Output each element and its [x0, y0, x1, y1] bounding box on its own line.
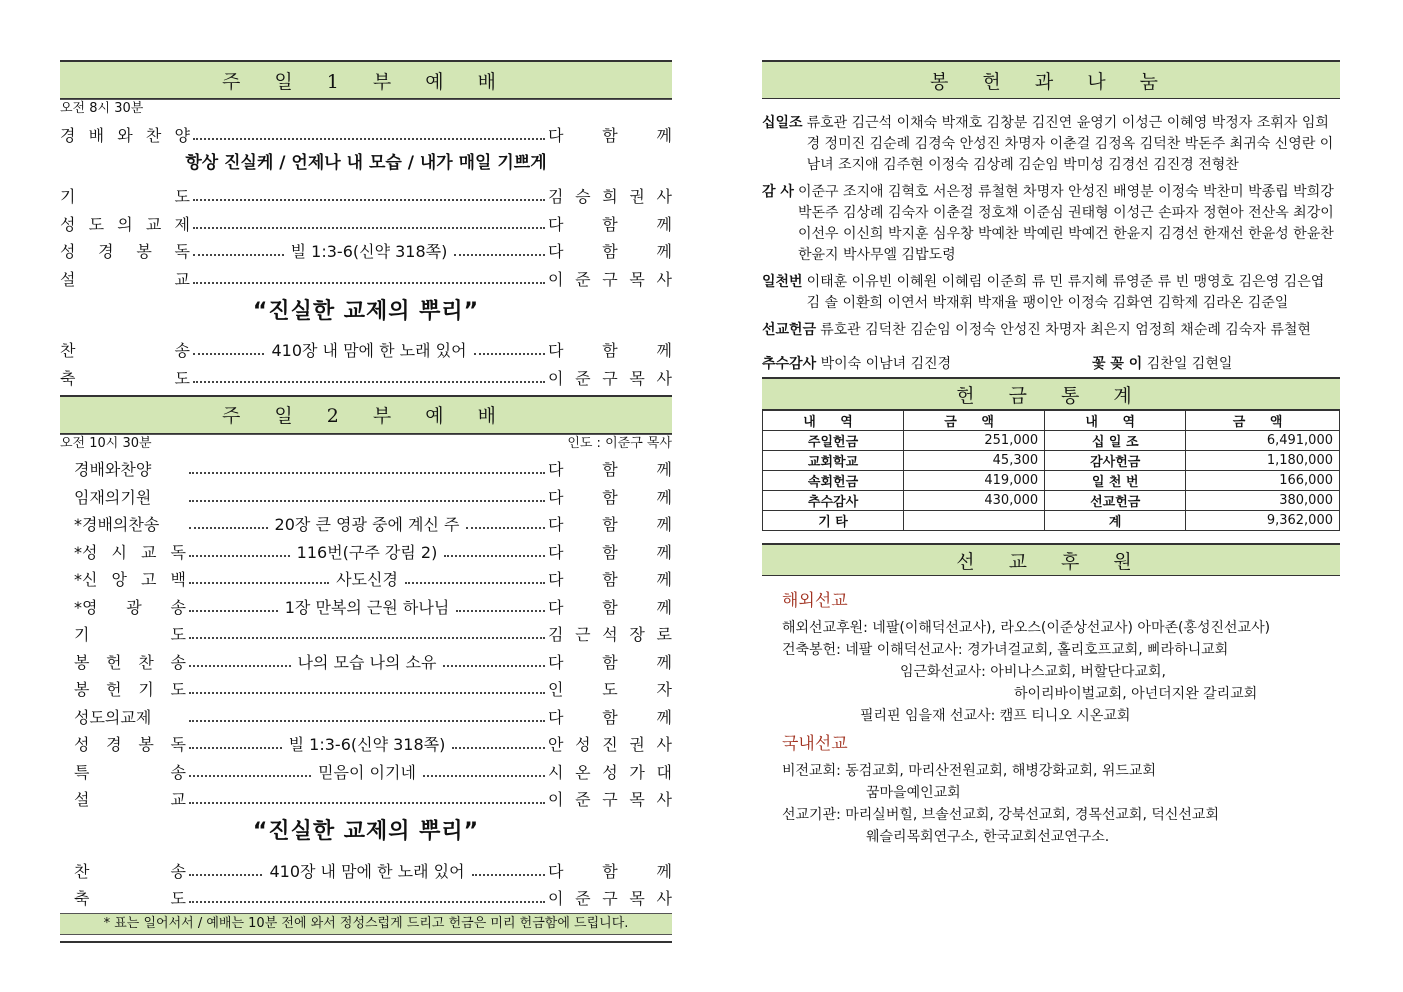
stats-item: 감사헌금 [1045, 451, 1186, 471]
order-label: 찬 송 [74, 861, 186, 881]
order-row [74, 645, 672, 673]
order-row [60, 235, 672, 263]
domestic-line: 선교기관: 마리실버힐, 브솔선교회, 강북선교회, 경목선교회, 덕신선교회 [782, 807, 1219, 823]
order-row [74, 882, 672, 910]
service2-heading: 주 일 2 부 예 배 [60, 395, 672, 434]
order-row [74, 673, 672, 701]
dot-leader [193, 353, 264, 355]
domestic-line: 웨슬리목회연구소, 한국교회선교연구소. [866, 829, 1110, 845]
order-row [74, 480, 672, 508]
order-label: 성 경 봉 독 [60, 242, 190, 261]
domestic-block [762, 760, 1340, 848]
order-detail: 410장 내 맘에 한 노래 있어 [271, 341, 467, 360]
stats-header: 금 액 [904, 411, 1045, 431]
stats-amount: 419,000 [904, 471, 1045, 491]
order-label: 축 도 [74, 889, 186, 908]
dot-leader [193, 381, 545, 383]
order-leader: 다 함 께 [548, 597, 673, 617]
offering-group [762, 272, 1334, 314]
order-leader: 다 함 께 [548, 487, 672, 507]
order-row [74, 728, 672, 756]
order-leader: 김 근 석 장 로 [548, 625, 672, 644]
dot-leader [189, 500, 545, 502]
domestic-title: 국내선교 [782, 734, 848, 754]
service2-sermon-title: “진실한 교제의 뿌리” [252, 819, 480, 844]
order-label: 경 배 와 찬 양 [60, 125, 190, 145]
stats-row [763, 471, 1340, 491]
dot-leader [189, 802, 545, 804]
service1-time: 오전 8시 30분 [60, 101, 144, 116]
service2-rows-b [60, 854, 672, 909]
left-column [60, 60, 672, 943]
stats-row [763, 451, 1340, 471]
stats-item: 주일헌금 [763, 431, 904, 451]
overseas-line: 하이리바이벌교회, 아넌더지완 갈리교회 [1014, 686, 1258, 702]
service1-rows-c [60, 334, 672, 389]
order-label: 찬 송 [60, 341, 190, 360]
order-detail: 410장 내 맘에 한 노래 있어 [269, 861, 465, 881]
dot-leader [189, 555, 290, 557]
domestic-line: 꿈마을예인교회 [866, 785, 961, 801]
service1-rows-a [60, 118, 672, 146]
dot-leader [189, 527, 268, 529]
order-leader: 다 함 께 [548, 861, 673, 881]
order-detail: 사도신경 [336, 570, 398, 589]
order-detail: 믿음이 이기네 [318, 762, 416, 782]
overseas-block [762, 617, 1340, 727]
stats-item: 계 [1045, 511, 1186, 531]
stats-row [763, 431, 1340, 451]
service1-heading: 주 일 1 부 예 배 [60, 60, 672, 99]
offering-group-label: 감 사 [762, 184, 794, 200]
dot-leader [189, 582, 329, 584]
stats-body [763, 431, 1340, 531]
order-label: 경배와찬양 [74, 460, 152, 479]
overseas-line: 필리핀 임을재 선교사: 캠프 티니오 시온교회 [860, 708, 1131, 724]
order-label: 성 도 의 교 제 [60, 214, 190, 234]
order-leader: 이 준 구 목 사 [548, 790, 672, 809]
order-label: 기 도 [60, 187, 190, 206]
order-leader: 안 성 진 권 사 [548, 735, 672, 754]
order-leader: 이 준 구 목 사 [548, 368, 672, 388]
order-row [60, 361, 672, 389]
dot-leader [189, 472, 545, 474]
order-row [74, 535, 672, 563]
order-leader: 다 함 께 [548, 460, 672, 479]
offering-group [762, 113, 1334, 176]
service1-rows-b [60, 180, 672, 290]
dot-leader [193, 254, 284, 256]
stats-amount: 9,362,000 [1186, 511, 1340, 531]
dot-leader [472, 874, 545, 876]
dot-leader [193, 282, 545, 284]
order-label: 설 교 [74, 790, 186, 809]
order-row [74, 618, 672, 646]
offering-heading: 봉 헌 과 나 눔 [762, 60, 1340, 99]
service1-meta [60, 99, 672, 118]
harvest-label: 추수감사 [762, 356, 817, 372]
offering-extra [762, 353, 1340, 377]
stats-item: 선교헌금 [1045, 491, 1186, 511]
overseas-line: 건축봉헌: 네팔 이해덕선교사: 경가녀걸교회, 홀리호프교회, 삐라하니교회 [782, 642, 1229, 658]
order-leader: 다 함 께 [548, 242, 673, 261]
order-leader: 이 준 구 목 사 [548, 269, 672, 289]
dot-leader [452, 747, 545, 749]
order-leader: 다 함 께 [548, 341, 673, 360]
stats-header-row [763, 411, 1340, 431]
order-label: *성 시 교 독 [74, 542, 186, 562]
dot-leader [454, 254, 545, 256]
order-row [74, 563, 672, 591]
order-row [60, 180, 672, 208]
order-row [74, 854, 672, 882]
offering-group-label: 선교헌금 [762, 322, 817, 338]
order-leader: 다 함 께 [548, 542, 672, 562]
dot-leader [189, 637, 545, 639]
domestic-line: 비전교회: 동검교회, 마리산전원교회, 해병강화교회, 위드교회 [782, 763, 1156, 779]
order-row [74, 590, 672, 618]
service1-songs: 항상 진실케 / 언제나 내 모습 / 내가 매일 기쁘게 [185, 152, 547, 173]
dot-leader [189, 720, 545, 722]
stats-header: 내 역 [763, 411, 904, 431]
dot-leader [443, 665, 545, 667]
order-label: *신 앙 고 백 [74, 570, 186, 589]
dot-leader [456, 610, 545, 612]
flower-names: 김찬일 김현일 [1146, 356, 1233, 372]
order-label: 임재의기원 [74, 487, 152, 507]
order-leader: 다 함 께 [548, 652, 672, 672]
dot-leader [466, 527, 545, 529]
stats-item: 기 타 [763, 511, 904, 531]
stats-amount: 1,180,000 [1186, 451, 1340, 471]
order-detail: 나의 모습 나의 소유 [297, 652, 437, 672]
stats-heading: 헌 금 통 계 [762, 377, 1340, 410]
dot-leader [474, 353, 545, 355]
bottom-rule [60, 935, 672, 943]
dot-leader [189, 692, 545, 694]
order-leader: 시 온 성 가 대 [548, 762, 672, 782]
stats-header: 내 역 [1045, 411, 1186, 431]
flower-label: 꽃 꽂 이 [1092, 356, 1143, 372]
order-leader: 이 준 구 목 사 [548, 889, 672, 908]
service1-sermon-title: “진실한 교제의 뿌리” [252, 298, 480, 324]
order-row [60, 118, 672, 146]
service2-time: 오전 10시 30분 [60, 435, 152, 451]
order-label: 축 도 [60, 368, 190, 388]
service2-leader: 인도 : 이준구 목사 [567, 435, 672, 451]
stats-item: 십 일 조 [1045, 431, 1186, 451]
service2-meta [60, 434, 672, 453]
order-row [74, 508, 672, 536]
overseas-title: 해외선교 [782, 591, 848, 611]
offering-group-names: 이태훈 이유빈 이혜원 이혜림 이준희 류 민 류지혜 류영준 류 빈 맹영호 김은영 김은엽 김 솔 이환희 이연서 박재휘 박재율 팽이안 이정숙 김화연 김학제 김라온 김준일 [806, 274, 1325, 311]
order-detail: 20장 큰 영광 중에 계신 주 [274, 515, 460, 534]
right-column [762, 60, 1340, 848]
offering-group [762, 320, 1334, 341]
order-row [74, 453, 672, 481]
dot-leader [405, 582, 545, 584]
dot-leader [423, 775, 545, 777]
dot-leader [189, 610, 278, 612]
order-label: 봉 헌 기 도 [74, 680, 186, 699]
stats-amount: 166,000 [1186, 471, 1340, 491]
order-row [74, 700, 672, 728]
order-label: 기 도 [74, 625, 186, 644]
order-leader: 다 함 께 [548, 125, 672, 145]
order-row [60, 334, 672, 362]
order-label: 특 송 [74, 762, 186, 782]
offering-group-label: 십일조 [762, 115, 803, 131]
service2-rows-a [60, 453, 672, 811]
order-label: *경배의찬송 [74, 515, 160, 534]
dot-leader [189, 874, 262, 876]
dot-leader [193, 227, 545, 229]
service2-note: * 표는 일어서서 / 예배는 10분 전에 와서 정성스럽게 드리고 헌금은 미리 헌금함에 드립니다. [60, 913, 672, 935]
order-label: 설 교 [60, 269, 190, 289]
offering-group-label: 일천번 [762, 274, 803, 290]
dot-leader [193, 138, 545, 140]
stats-item: 일 천 번 [1045, 471, 1186, 491]
order-leader: 다 함 께 [548, 707, 672, 727]
stats-row [763, 511, 1340, 531]
stats-table [762, 410, 1340, 531]
stats-item: 추수감사 [763, 491, 904, 511]
harvest-names: 박이숙 이남녀 김진경 [820, 356, 952, 372]
order-leader: 다 함 께 [548, 570, 673, 589]
dot-leader [189, 901, 545, 903]
dot-leader [189, 775, 311, 777]
order-detail: 빌 1:3-6(신약 318쪽) [288, 735, 446, 754]
offering-group-names: 류호관 김덕찬 김순임 이정숙 안성진 차명자 최은지 엄정희 채순례 김숙자 류철현 [820, 322, 1311, 338]
order-leader: 다 함 께 [548, 214, 672, 234]
stats-amount: 251,000 [904, 431, 1045, 451]
dot-leader [444, 555, 545, 557]
stats-amount [904, 511, 1045, 531]
offering-group [762, 182, 1334, 266]
dot-leader [193, 199, 545, 201]
stats-item: 속회헌금 [763, 471, 904, 491]
stats-amount: 430,000 [904, 491, 1045, 511]
order-detail: 1장 만복의 근원 하나님 [284, 597, 450, 617]
order-row [60, 262, 672, 290]
order-detail: 빌 1:3-6(신약 318쪽) [290, 242, 448, 261]
overseas-line: 임근화선교사: 아비나스교회, 버할단다교회, [900, 664, 1166, 680]
stats-row [763, 491, 1340, 511]
order-row [60, 207, 672, 235]
order-detail: 116번(구주 강림 2) [296, 542, 438, 562]
stats-amount: 380,000 [1186, 491, 1340, 511]
order-row [74, 755, 672, 783]
order-leader: 인 도 자 [548, 680, 672, 699]
offering-group-names: 이준구 조지애 김혁호 서은정 류철현 차명자 안성진 배영분 이정숙 박찬미 박종립 박희강 박돈주 김상례 김숙자 이춘걸 정호채 이준심 권태형 이성근 손파자 정현아 전산옥 최강이 이선우 이신희 박지훈 심우창 박예찬 박예린 박예건 한윤지 김경선 한재선 한윤성 한윤찬 한윤지 박사무엘 김밥도령 [797, 184, 1334, 263]
offering-group-names: 류호관 김근석 이채숙 박재호 김창분 김진연 윤영기 이성근 이혜영 박정자 조휘자 임희경 정미진 김순례 김경숙 안성진 차명자 이춘걸 김정옥 김덕찬 박돈주 최귀숙 신영란 이남녀 조지애 김주현 이정숙 김상례 김순임 박미성 김경선 김진경 전형찬 [806, 115, 1334, 173]
mission-heading: 선 교 후 원 [762, 543, 1340, 576]
order-label: 성도의교제 [74, 707, 152, 727]
stats-item: 교회학교 [763, 451, 904, 471]
order-label: *영 광 송 [74, 597, 186, 617]
dot-leader [189, 665, 291, 667]
stats-amount: 45,300 [904, 451, 1045, 471]
order-label: 성 경 봉 독 [74, 735, 186, 754]
overseas-line: 해외선교후원: 네팔(이해덕선교사), 라오스(이준상선교사) 아마존(홍성진선교사) [782, 620, 1271, 636]
order-leader: 김 승 희 권 사 [548, 187, 672, 206]
order-leader: 다 함 께 [548, 515, 672, 534]
stats-header: 금 액 [1186, 411, 1340, 431]
dot-leader [189, 747, 282, 749]
stats-amount: 6,491,000 [1186, 431, 1340, 451]
order-row [74, 783, 672, 811]
offering-groups [762, 99, 1340, 341]
order-label: 봉 헌 찬 송 [74, 652, 186, 672]
